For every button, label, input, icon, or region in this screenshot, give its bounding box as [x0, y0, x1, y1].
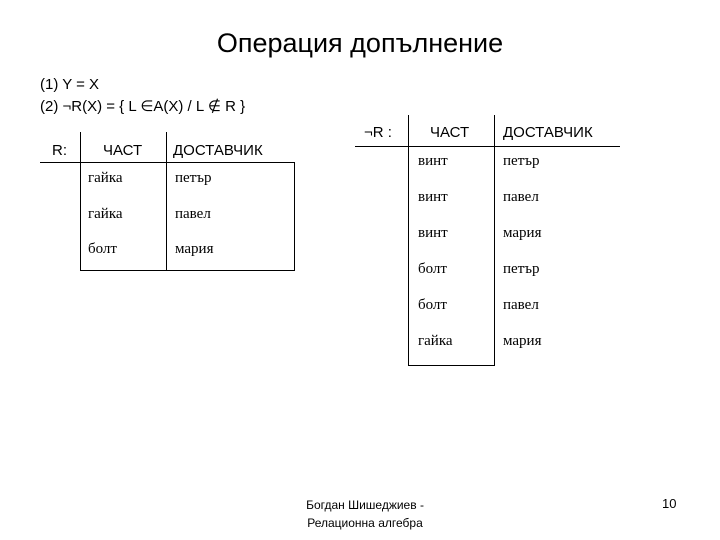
- table-not-r-label: ¬R :: [364, 124, 392, 141]
- table-r-left-border: [80, 132, 81, 270]
- slide-title: Операция допълнение: [216, 28, 504, 58]
- table-not-r-cell: мария: [503, 225, 542, 241]
- table-r-cell: гайка: [88, 206, 123, 222]
- page-number: 10: [662, 496, 677, 511]
- table-r-cell: мария: [175, 241, 214, 257]
- table-r-cell: болт: [88, 241, 117, 257]
- table-not-r-cell: мария: [503, 333, 542, 349]
- table-r-column-divider: [166, 132, 167, 270]
- table-not-r-header-part: ЧАСТ: [430, 124, 470, 141]
- table-not-r-cell: болт: [418, 261, 447, 277]
- table-not-r-cell: павел: [503, 189, 539, 205]
- table-r-bottom-border: [80, 270, 295, 271]
- table-r-header-underline: [40, 162, 295, 163]
- table-not-r-cell: винт: [418, 189, 448, 205]
- slide-footer: [265, 496, 465, 532]
- table-r-label: R:: [52, 142, 67, 159]
- table-not-r-cell: винт: [418, 153, 448, 169]
- table-not-r-cell: винт: [418, 225, 448, 241]
- table-not-r-cell: болт: [418, 297, 447, 313]
- footer-author: Богдан Шишеджиев -: [306, 498, 424, 512]
- table-r-header-supplier: ДОСТАВЧИК: [173, 142, 263, 159]
- table-not-r-cell: павел: [503, 297, 539, 313]
- table-not-r-header-underline: [355, 146, 620, 147]
- table-not-r-header-supplier: ДОСТАВЧИК: [503, 124, 593, 141]
- table-not-r-cell: гайка: [418, 333, 453, 349]
- table-r-header-part: ЧАСТ: [103, 142, 143, 159]
- table-r-cell: петър: [175, 170, 212, 186]
- table-r-cell: гайка: [88, 170, 123, 186]
- footer-subject: Релационна алгебра: [307, 516, 423, 530]
- table-r-cell: павел: [175, 206, 211, 222]
- table-r-right-border: [294, 162, 295, 270]
- formula-line-1: (1) Y = X: [40, 76, 100, 93]
- table-not-r-bottom-border: [408, 365, 495, 366]
- table-not-r-left-border: [408, 115, 409, 365]
- table-not-r-column-divider: [494, 115, 495, 365]
- table-not-r-cell: петър: [503, 261, 540, 277]
- table-not-r-cell: петър: [503, 153, 540, 169]
- formula-line-2: (2) ¬R(X) = { L ∈A(X) / L ∉ R }: [40, 98, 246, 115]
